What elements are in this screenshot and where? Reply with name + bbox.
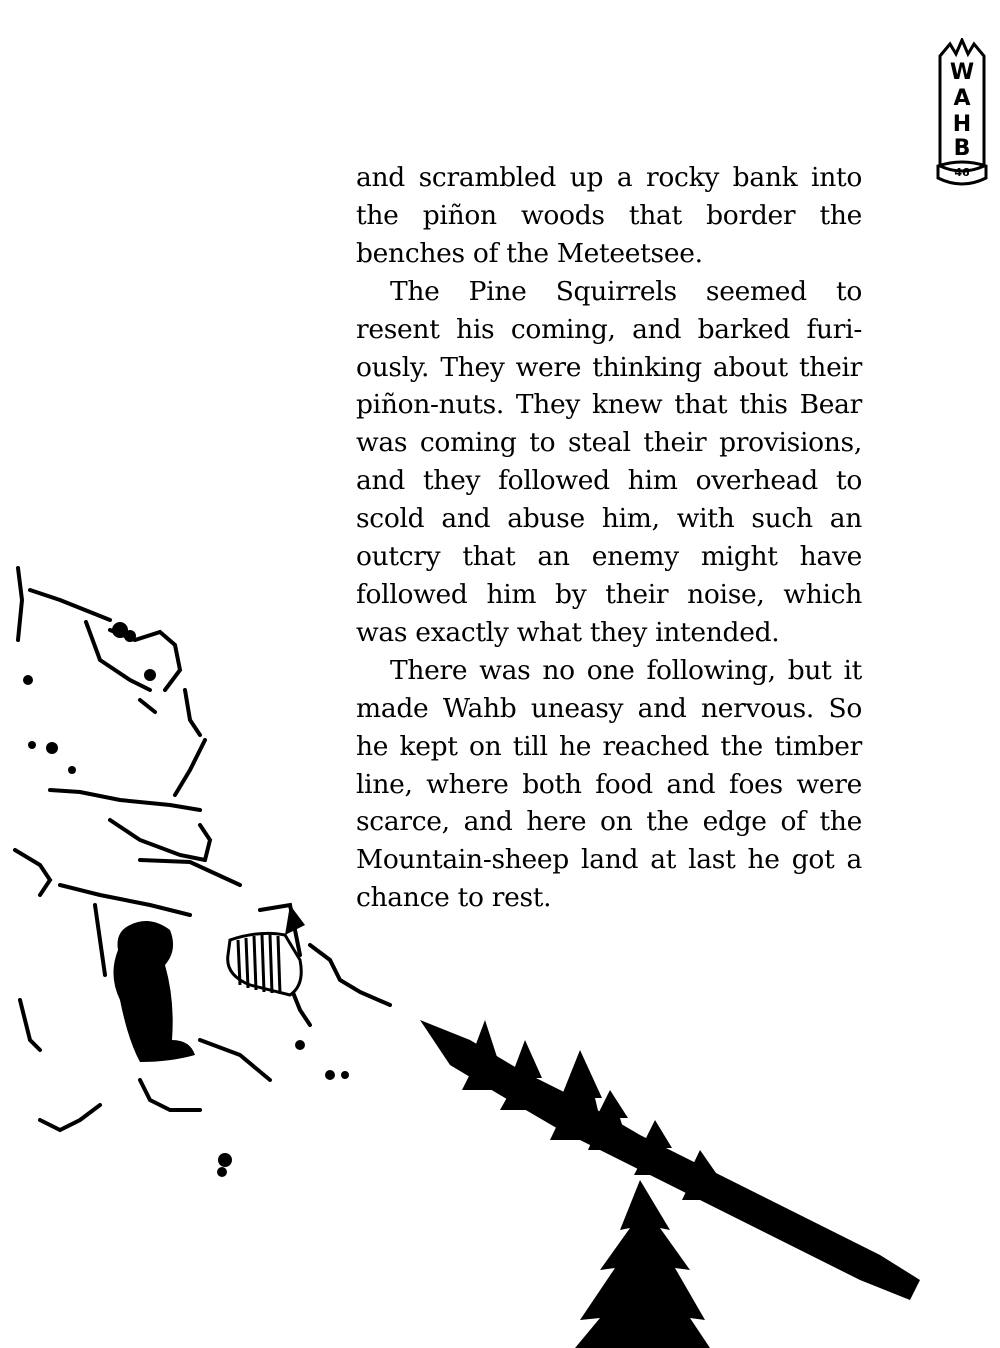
rock-cliff-icon	[15, 568, 390, 1130]
paragraph-2: The Pine Squirrels seemed to resent his coming, and barked furi-ously. They were thinking about their piñon-nuts. They knew that this Bear was coming to steal their provisions, and they followed him overhead to scold and abuse him, with such an outcry that an enemy might have followed him by their noise, which was exactly what they intended.	[356, 275, 862, 648]
illustration-mountain-scene	[0, 540, 1000, 1348]
running-head-badge	[932, 38, 992, 196]
badge-letter-a: A	[953, 86, 971, 111]
badge-letter-w: W	[949, 60, 975, 85]
paragraph-3: There was no one following, but it made Wahb uneasy and nervous. So he kept on till he reached the timber line, where both food and foes were scarce, and here on the edge of the Mountain-sheep land at last he got a chance to rest.	[356, 654, 862, 914]
paragraph-1: and scrambled up a rocky bank into the piñon woods that border the benches of the Meteetsee.	[356, 162, 862, 269]
bear-icon	[113, 921, 195, 1062]
mountain-sheep-icon	[228, 905, 305, 995]
badge-letter-h: H	[952, 112, 972, 137]
page-number: 46	[954, 166, 970, 179]
badge-letter-b: B	[953, 136, 971, 161]
